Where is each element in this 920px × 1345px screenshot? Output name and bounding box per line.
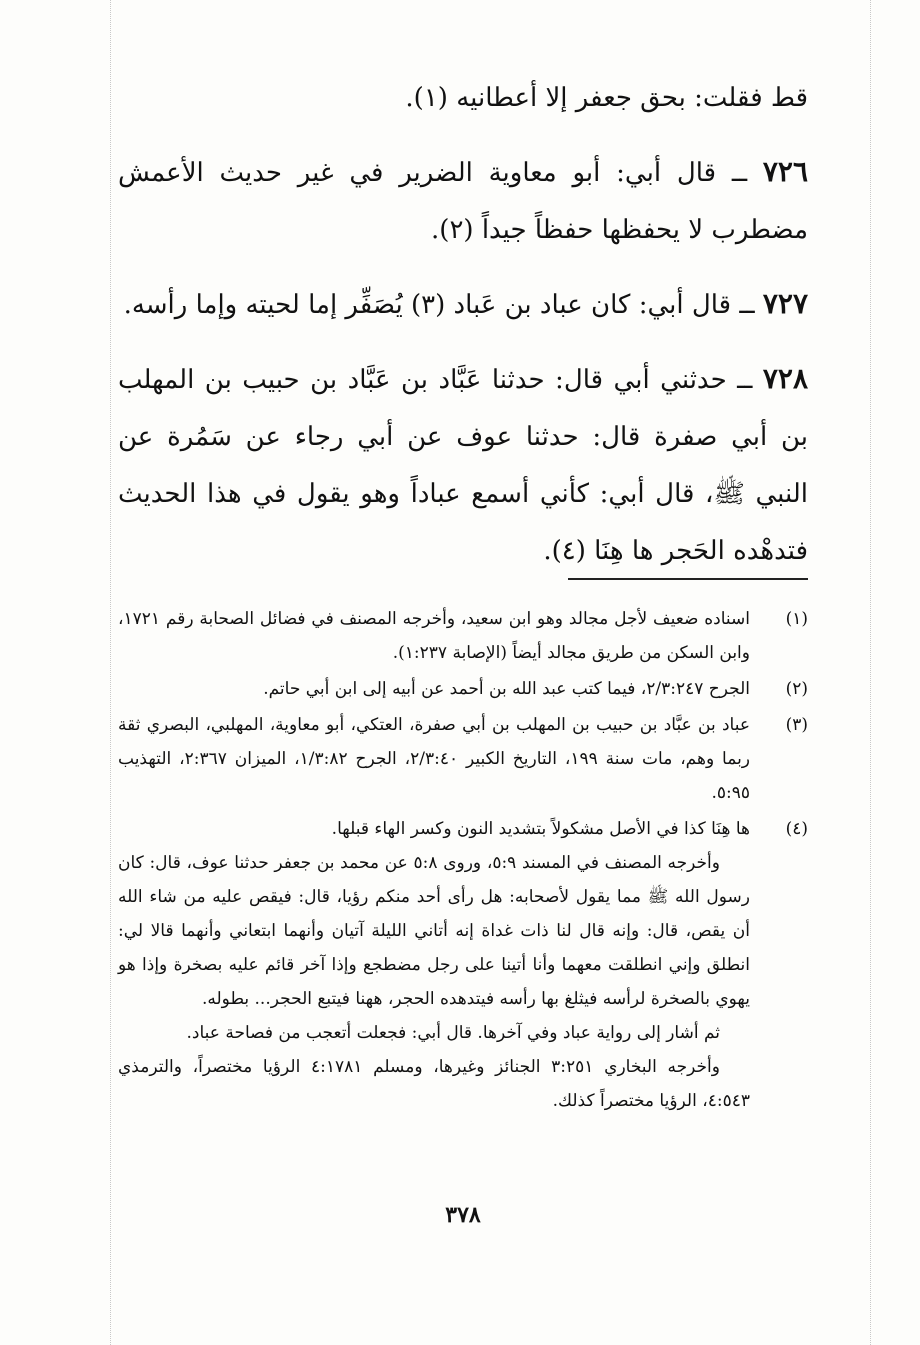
footnote-text: وأخرجه البخاري ٣:٢٥١ الجنائز وغيرها، ومسلم ٤:١٧٨١ الرؤيا مختصراً، والترمذي ٤:٥٤٣، الرؤيا مختصراً كذلك. [118, 1057, 750, 1111]
footnote-separator [568, 578, 808, 580]
paragraph-number: ٧٢٨ [762, 362, 809, 395]
paragraph-text: ــ قال أبي: كان عباد بن عَباد (٣) يُصَفِّر إما لحيته وإما رأسه. [123, 290, 755, 320]
footnote-body [118, 602, 750, 670]
paragraph-728 [118, 350, 808, 580]
footnote-body [118, 708, 750, 810]
footnote-text: عباد بن عبَّاد بن حبيب بن المهلب بن أبي صفرة، العتكي، أبو معاوية، المهلبي، البصري ثقة ربما وهم، مات سنة ١٩٩، التاريخ الكبير ٢/٣:٤٠، الجرح ١/٣:٨٢، الميزان ٢:٣٦٧، التهذيب ٥:٩٥. [118, 715, 751, 803]
paragraph-number: ٧٢٦ [762, 155, 808, 188]
footnotes [118, 602, 808, 1120]
paragraph-text: ــ حدثني أبي قال: حدثنا عَبَّاد بن عَبَّاد بن حبيب بن المهلب بن أبي صفرة قال: حدثنا عوف عن أبي رجاء عن سَمُرة عن النبي ﷺ، قال أبي: كأني أسمع عباداً وهو يقول في هذا الحديث فتدهْده الحَجر ها هِنَا (٤). [118, 365, 808, 566]
footnote-body [118, 672, 750, 706]
footnote-text: اسناده ضعيف لأجل مجالد وهو ابن سعيد، وأخرجه المصنف في فضائل الصحابة رقم ١٧٢١، وابن السكن من طريق مجالد أيضاً (الإصابة ١:٢٣٧). [118, 609, 750, 663]
footnote-text: ثم أشار إلى رواية عباد وفي آخرها. قال أبي: فجعلت أتعجب من فصاحة عباد. [186, 1023, 720, 1043]
paragraph-727 [118, 275, 808, 334]
footnote-text: ها هِنَا كذا في الأصل مشكولاً بتشديد النون وكسر الهاء قبلها. [331, 819, 750, 839]
footnote-4 [118, 812, 808, 1118]
scan-guide-right [870, 0, 871, 1345]
footnote-number: (٣) [785, 715, 808, 735]
footnote-2 [118, 672, 808, 706]
continuation-line: قط فقلت: بحق جعفر إلا أعطانيه (١). [405, 83, 808, 113]
document-page [118, 70, 808, 1310]
paragraph-726 [118, 143, 808, 259]
scan-guide-left [110, 0, 111, 1345]
footnote-number: (٢) [785, 679, 808, 699]
paragraph-number: ٧٢٧ [762, 287, 808, 320]
footnote-number: (٤) [785, 819, 808, 839]
footnote-number: (١) [785, 609, 808, 629]
footnote-1 [118, 602, 808, 670]
footnote-3 [118, 708, 808, 810]
footnote-text: الجرح ٢/٣:٢٤٧، فيما كتب عبد الله بن أحمد عن أبيه إلى ابن أبي حاتم. [263, 679, 750, 699]
paragraph-text: ــ قال أبي: أبو معاوية الضرير في غير حديث الأعمش مضطرب لا يحفظها حفظاً جيداً (٢). [118, 158, 808, 245]
main-text [118, 70, 808, 580]
footnote-text: وأخرجه المصنف في المسند ٥:٩، وروى ٥:٨ عن محمد بن جعفر حدثنا عوف، قال: كان رسول الله ﷺ مما يقول لأصحابه: هل رأى أحد منكم رؤيا، قال: فيقص عليه من شاء الله أن يقص، قال: وإنه قال لنا ذات غداة إنه أتاني الليلة آتيان وأنهما ابتعاني وأنهما قالا لي: انطلق وإني انطلقت معهما وأنا أتينا على رجل مضطجع وإذا آخر قائم عليه بصخرة وإذا هو يهوي بالصخرة لرأسه فيثلغ بها رأسه فيتدهده الحجر، ههنا فيتبع الحجر... بطوله. [118, 853, 750, 1009]
page-number: ٣٧٨ [445, 1202, 481, 1228]
footnote-body [118, 812, 750, 1118]
